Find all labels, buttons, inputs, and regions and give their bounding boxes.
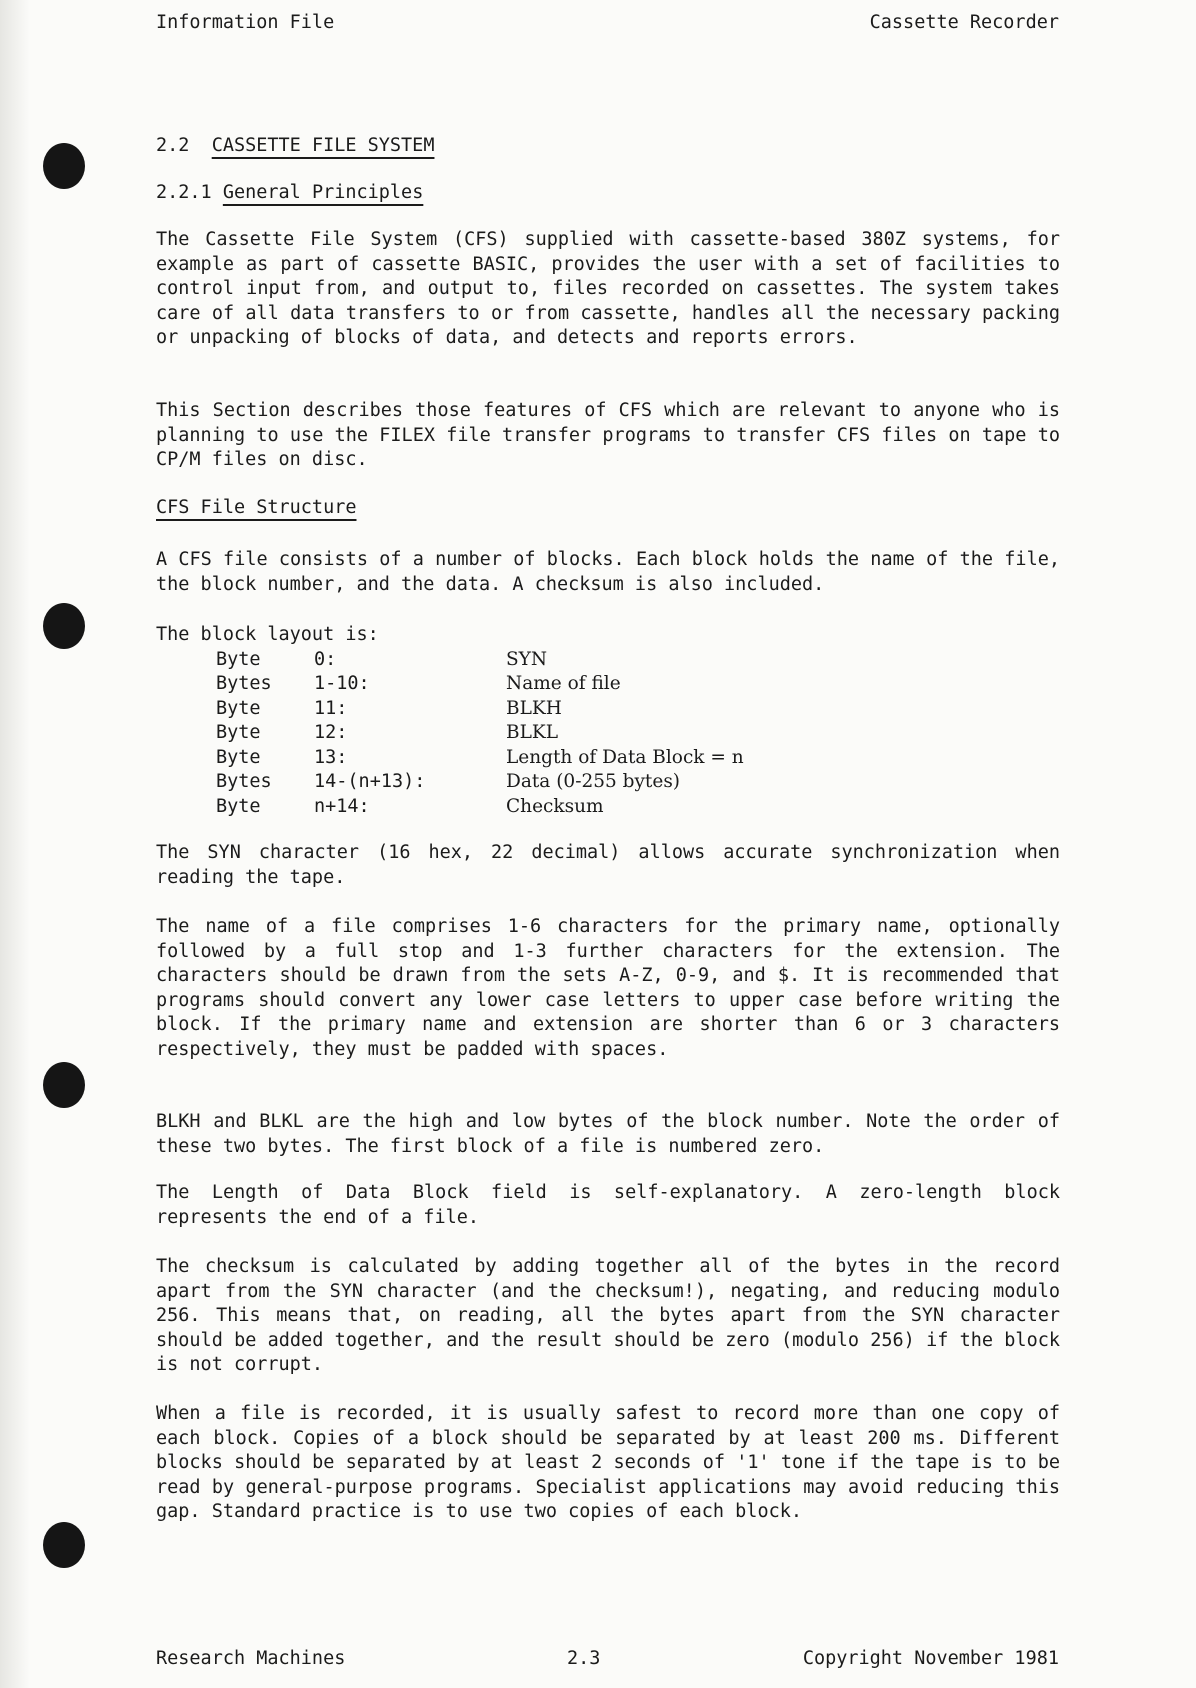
table-row [156, 795, 604, 820]
punch-hole [43, 603, 85, 649]
subsection-heading [156, 182, 423, 203]
subsection-title: General Principles [222, 182, 424, 203]
byte-range: 11: [314, 697, 348, 719]
byte-unit: Byte [216, 746, 261, 768]
byte-field: Data (0-255 bytes) [506, 771, 681, 792]
table-row [156, 697, 562, 722]
page-edge-shadow [0, 0, 30, 1688]
section-number: 2.2 [156, 135, 190, 156]
byte-field: SYN [506, 648, 548, 670]
paragraph-recording-practice: When a file is recorded, it is usually safest to record more than one copy of each block. Copies of a block should be separated by at least 200 ms. Different blocks should be separated by at least 2 seconds of '1' tone if the tape is to be read by general-purpose programs. Specialist applications may avoid reducing this gap. Standard practice is to use two copies of each block. [156, 1403, 1060, 1523]
paragraph-block-number: BLKH and BLKL are the high and low bytes of the block number. Note the order of these two bytes. The first block of a file is numbered zero. [156, 1111, 1060, 1157]
paragraph-file-name: The name of a file comprises 1-6 characters for the primary name, optionally followed by a full stop and 1-3 further characters for the extension. The characters should be drawn from the sets A-Z, 0-9, and $. It is recommended that programs should convert any lower case letters to upper case before writing the block. If the primary name and extension are shorter than 6 or 3 characters respectively, they must be padded with spaces. [156, 916, 1060, 1060]
byte-range: 1-10: [314, 673, 370, 694]
punch-hole [43, 1522, 85, 1568]
section-heading [156, 135, 434, 156]
block-layout-table [156, 623, 744, 819]
byte-unit: Byte [216, 722, 261, 743]
byte-unit: Byte [216, 648, 261, 670]
file-structure-heading [156, 497, 356, 518]
byte-field: BLKH [506, 697, 562, 719]
byte-field: BLKL [506, 722, 558, 743]
byte-field: Checksum [506, 795, 604, 817]
running-header-left: Information File [156, 12, 335, 33]
running-header-right: Cassette Recorder [869, 12, 1059, 33]
page-number: 2.3 [567, 1648, 601, 1669]
table-row [156, 721, 558, 746]
punch-hole [43, 143, 85, 189]
byte-unit: Byte [216, 795, 261, 817]
paragraph-data-length: The Length of Data Block field is self-explanatory. A zero-length block represents the end of a file. [156, 1182, 1060, 1228]
section-title: CASSETTE FILE SYSTEM [211, 135, 435, 156]
byte-unit: Byte [216, 697, 261, 719]
byte-range: n+14: [314, 795, 370, 817]
table-row [156, 648, 548, 673]
byte-unit: Bytes [216, 673, 272, 694]
paragraph-file-blocks: A CFS file consists of a number of blocks. Each block holds the name of the file, the block number, and the data. A checksum is also included. [156, 549, 1060, 595]
byte-field: Length of Data Block = n [506, 746, 744, 768]
paragraph-checksum: The checksum is calculated by adding together all of the bytes in the record apart from the SYN character (and the checksum!), negating, and reducing modulo 256. This means that, on reading, all the bytes apart from the SYN character should be added together, and the result should be zero (modulo 256) if the block is not corrupt. [156, 1256, 1060, 1376]
table-row [156, 746, 744, 771]
footer-right: Copyright November 1981 [802, 1648, 1059, 1669]
byte-range: 0: [314, 648, 337, 670]
table-row [156, 770, 681, 795]
paragraph-syn-character: The SYN character (16 hex, 22 decimal) allows accurate synchronization when reading the tape. [156, 842, 1060, 888]
byte-unit: Bytes [216, 771, 272, 792]
paragraph-section-scope: This Section describes those features of CFS which are relevant to anyone who is planning to use the FILEX file transfer programs to transfer CFS files on tape to CP/M files on disc. [156, 400, 1060, 471]
block-layout-intro: The block layout is: [156, 624, 379, 645]
punch-hole [43, 1062, 85, 1108]
subsection-number: 2.2.1 [156, 182, 212, 203]
byte-field: Name of file [506, 673, 621, 694]
file-structure-title: CFS File Structure [156, 497, 357, 518]
table-row [156, 672, 621, 697]
paragraph-cfs-overview: The Cassette File System (CFS) supplied with cassette-based 380Z systems, for example as part of cassette BASIC, provides the user with a set of facilities to control input from, and output to, files recorded on cassettes. The system takes care of all data transfers to or from cassette, handles all the necessary packing or unpacking of blocks of data, and detects and reports errors. [156, 229, 1060, 349]
byte-range: 12: [314, 722, 348, 743]
byte-range: 13: [314, 746, 348, 768]
byte-range: 14-(n+13): [314, 771, 426, 792]
footer-left: Research Machines [156, 1648, 346, 1669]
